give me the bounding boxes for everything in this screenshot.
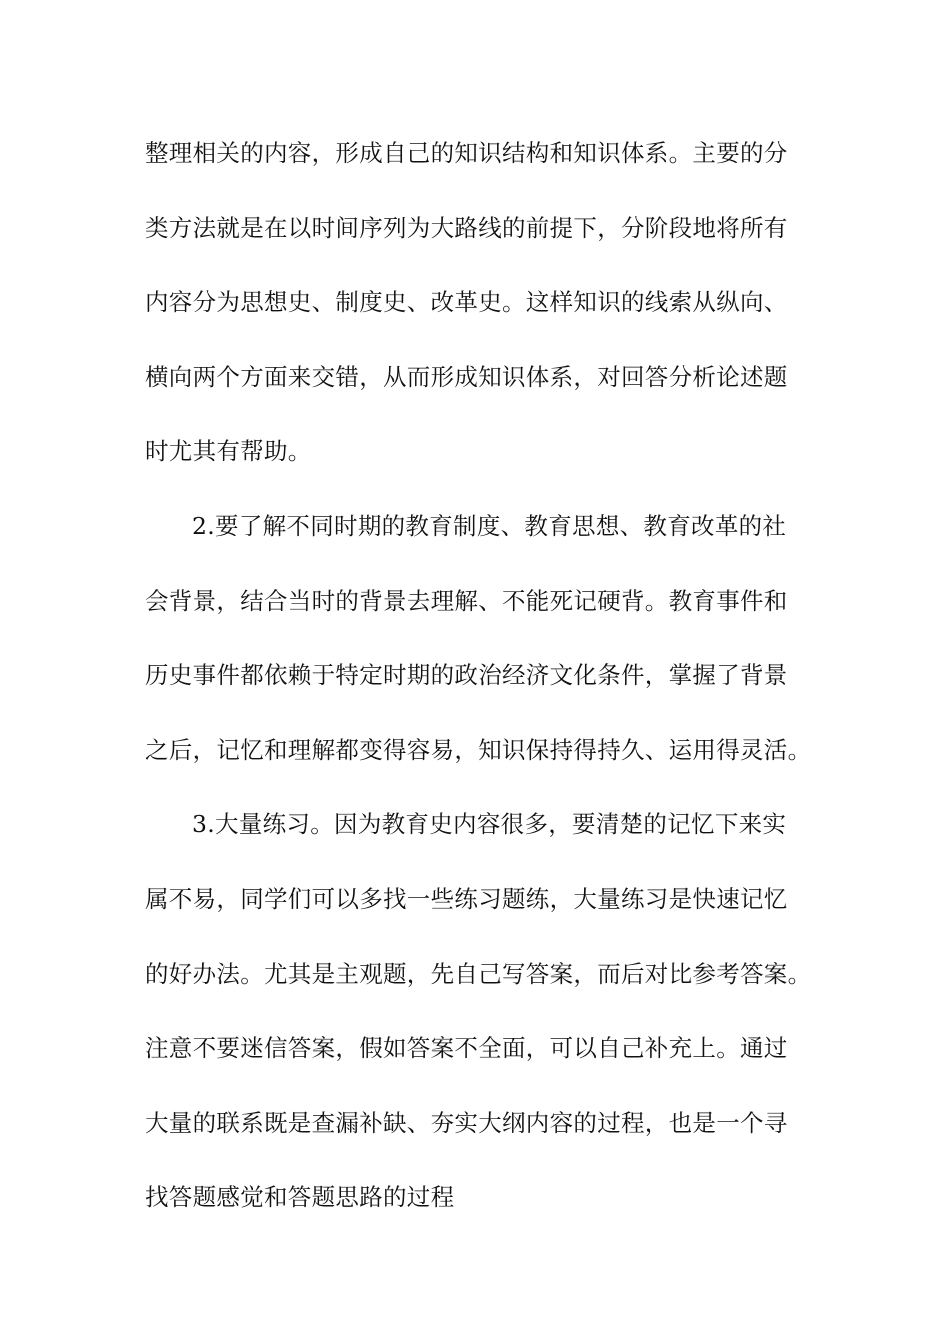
text-line-8: 历史事件都依赖于特定时期的政治经济文化条件，掌握了背景	[145, 661, 788, 690]
text-line-15: 找答题感觉和答题思路的过程	[145, 1183, 455, 1212]
text-line-3: 内容分为思想史、制度史、改革史。这样知识的线索从纵向、	[145, 288, 788, 317]
text-line-2: 类方法就是在以时间序列为大路线的前提下，分阶段地将所有	[145, 213, 788, 242]
text-line-5: 时尤其有帮助。	[145, 437, 312, 466]
text-line-1: 整理相关的内容，形成自己的知识结构和知识体系。主要的分	[145, 139, 788, 167]
text-line-13: 注意不要迷信答案，假如答案不全面，可以自己补充上。通过	[145, 1034, 788, 1063]
text-line-12: 的好办法。尤其是主观题，先自己写答案，而后对比参考答案。	[145, 959, 812, 988]
text-line-4: 横向两个方面来交错，从而形成知识体系，对回答分析论述题	[145, 362, 788, 391]
text-line-10: 3.大量练习。因为教育史内容很多，要清楚的记忆下来实	[192, 810, 787, 839]
text-line-9: 之后，记忆和理解都变得容易，知识保持得持久、运用得灵活。	[145, 735, 812, 764]
body-text	[145, 130, 825, 1249]
text-line-6: 2.要了解不同时期的教育制度、教育思想、教育改革的社	[192, 511, 787, 540]
text-line-11: 属不易，同学们可以多找一些练习题练，大量练习是快速记忆	[145, 884, 788, 913]
text-line-7: 会背景，结合当时的背景去理解、不能死记硬背。教育事件和	[145, 586, 788, 615]
text-line-14: 大量的联系既是查漏补缺、夯实大纲内容的过程，也是一个寻	[145, 1108, 788, 1137]
